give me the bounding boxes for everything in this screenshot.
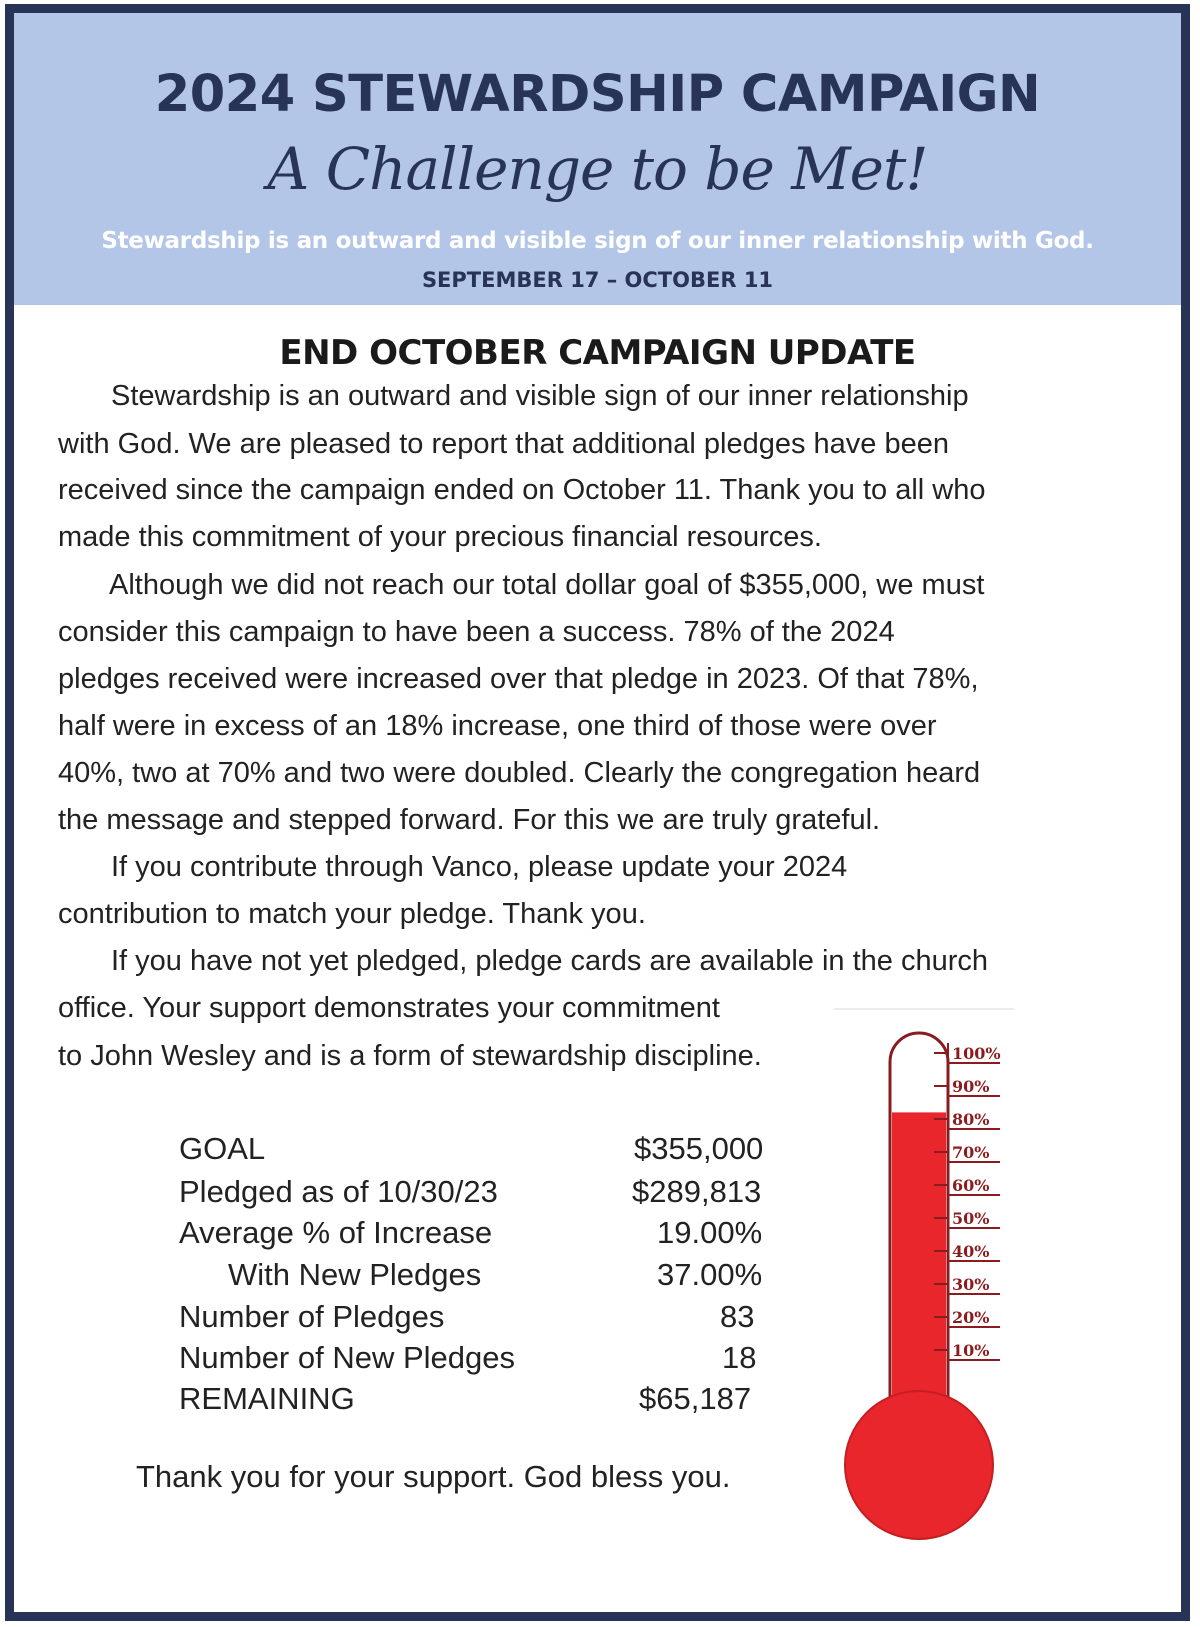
body-line: office. Your support demonstrates your commitment xyxy=(58,992,720,1024)
page-frame xyxy=(5,4,1190,1621)
stat-label: REMAINING xyxy=(179,1381,355,1416)
stat-label: Average % of Increase xyxy=(179,1215,493,1250)
thermometer-tick-label: 80% xyxy=(952,1110,990,1129)
stat-value: 19.00% xyxy=(657,1215,763,1250)
body-line: Stewardship is an outward and visible sign of our inner relationship xyxy=(111,380,969,412)
thermometer-tick-label: 40% xyxy=(952,1242,990,1261)
banner-dates: SEPTEMBER 17 – OCTOBER 11 xyxy=(421,268,774,292)
banner-title: 2024 STEWARDSHIP CAMPAIGN xyxy=(154,65,1041,124)
closing-message: Thank you for your support. God bless you. xyxy=(136,1459,731,1494)
thermometer-tick-label: 100% xyxy=(952,1044,1001,1063)
thermometer-tick-label: 70% xyxy=(952,1143,990,1162)
stat-value: $289,813 xyxy=(632,1174,762,1209)
thermometer-bulb xyxy=(845,1391,993,1539)
stat-value: 37.00% xyxy=(657,1257,763,1292)
body-line: pledges received were increased over that pledge in 2023. Of that 78%, xyxy=(58,663,979,695)
banner-tagline: Stewardship is an outward and visible sign of our inner relationship with God. xyxy=(101,228,1094,254)
body-line: to John Wesley and is a form of stewardship discipline. xyxy=(58,1040,762,1072)
body-line: with God. We are pleased to report that additional pledges have been xyxy=(58,428,949,460)
stat-label: With New Pledges xyxy=(228,1257,482,1292)
thermometer-tick-label: 20% xyxy=(952,1308,990,1327)
stat-label: Pledged as of 10/30/23 xyxy=(179,1174,498,1209)
thermometer-tick-label: 50% xyxy=(952,1209,990,1228)
body-line: the message and stepped forward. For this we are truly grateful. xyxy=(58,804,881,836)
body-line: made this commitment of your precious financial resources. xyxy=(58,521,822,553)
body-line: Although we did not reach our total dollar goal of $355,000, we must xyxy=(109,569,985,601)
body-line: consider this campaign to have been a success. 78% of the 2024 xyxy=(58,616,895,648)
body-line: 40%, two at 70% and two were doubled. Clearly the congregation heard xyxy=(58,757,981,789)
thermometer-tick-label: 60% xyxy=(952,1176,990,1195)
thermometer-tick-label: 90% xyxy=(952,1077,990,1096)
body-line: If you have not yet pledged, pledge cards are available in the church xyxy=(111,945,989,977)
body-line: If you contribute through Vanco, please update your 2024 xyxy=(111,851,848,883)
thermometer-tick-label: 30% xyxy=(952,1275,990,1294)
body-line: half were in excess of an 18% increase, one third of those were over xyxy=(58,710,937,742)
body-line: received since the campaign ended on October 11. Thank you to all who xyxy=(58,474,986,506)
stat-value: $355,000 xyxy=(634,1131,764,1166)
stat-value: $65,187 xyxy=(639,1381,752,1416)
banner-subtitle: A Challenge to be Met! xyxy=(267,135,928,203)
thermometer-tick-label: 10% xyxy=(952,1341,990,1360)
stat-value: 83 xyxy=(720,1299,755,1334)
stat-value: 18 xyxy=(722,1340,757,1375)
update-heading: END OCTOBER CAMPAIGN UPDATE xyxy=(279,333,916,373)
stat-label: Number of New Pledges xyxy=(179,1340,515,1375)
stat-label: GOAL xyxy=(179,1131,266,1166)
fundraising-thermometer xyxy=(824,1003,1084,1543)
campaign-banner xyxy=(14,13,1181,305)
body-line: contribution to match your pledge. Thank you. xyxy=(58,898,646,930)
stat-label: Number of Pledges xyxy=(179,1299,445,1334)
